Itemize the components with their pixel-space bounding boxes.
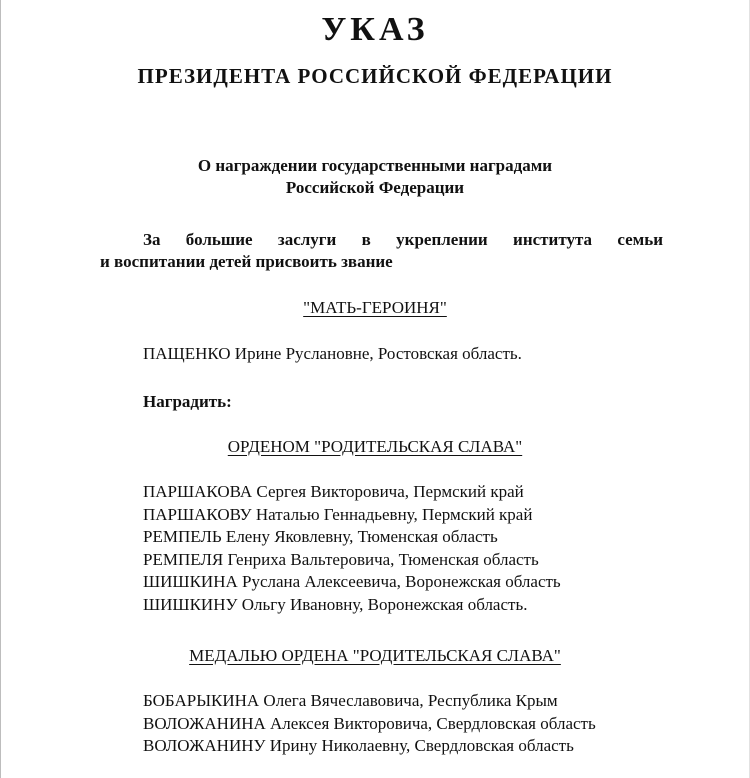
list-item: ШИШКИНУ Ольгу Ивановну, Воронежская область. bbox=[143, 594, 528, 614]
order-title-text: ОРДЕНОМ "РОДИТЕЛЬСКАЯ СЛАВА" bbox=[227, 437, 523, 456]
order-title bbox=[0, 436, 750, 458]
medal-title bbox=[0, 645, 750, 667]
list-item: ШИШКИНА Руслана Алексеевича, Воронежская область bbox=[143, 572, 561, 592]
list-item: ПАРШАКОВА Сергея Викторовича, Пермский край bbox=[143, 482, 524, 501]
subject-line-1: О награждении государственными наградами bbox=[197, 156, 553, 175]
preamble-line-2: и воспитании детей присвоить звание bbox=[100, 252, 393, 271]
order-recipients-list bbox=[143, 481, 561, 617]
medal-recipients-list bbox=[143, 690, 596, 758]
list-item: БОБАРЫКИНА Олега Вячеславовича, Республика Крым bbox=[143, 691, 558, 710]
document-title: УКАЗ bbox=[321, 11, 429, 48]
subject-line-2: Российской Федерации bbox=[285, 178, 465, 197]
preamble-line-1: За большие заслуги в укреплении института семьи bbox=[143, 230, 663, 249]
medal-title-text: МЕДАЛЬЮ ОРДЕНА "РОДИТЕЛЬСКАЯ СЛАВА" bbox=[189, 646, 561, 665]
list-item: РЕМПЕЛЬ Елену Яковлевну, Тюменская область bbox=[143, 527, 498, 547]
award-heading: Наградить: bbox=[143, 392, 232, 411]
mother-heroine-recipient: ПАЩЕНКО Ирине Руслановне, Ростовская область. bbox=[143, 344, 522, 363]
document-subtitle: ПРЕЗИДЕНТА РОССИЙСКОЙ ФЕДЕРАЦИИ bbox=[137, 64, 613, 88]
mother-heroine-title bbox=[0, 297, 750, 319]
list-item: РЕМПЕЛЯ Генриха Вальтеровича, Тюменская область bbox=[143, 549, 539, 569]
list-item: ВОЛОЖАНИНА Алексея Викторовича, Свердловская область bbox=[143, 713, 596, 733]
list-item: ПАРШАКОВУ Наталью Геннадьевну, Пермский край bbox=[143, 504, 533, 524]
mother-heroine-title-text: "МАТЬ-ГЕРОИНЯ" bbox=[303, 298, 447, 317]
decree-subject bbox=[0, 155, 750, 199]
list-item: ВОЛОЖАНИНУ Ирину Николаевну, Свердловская область bbox=[143, 736, 574, 756]
